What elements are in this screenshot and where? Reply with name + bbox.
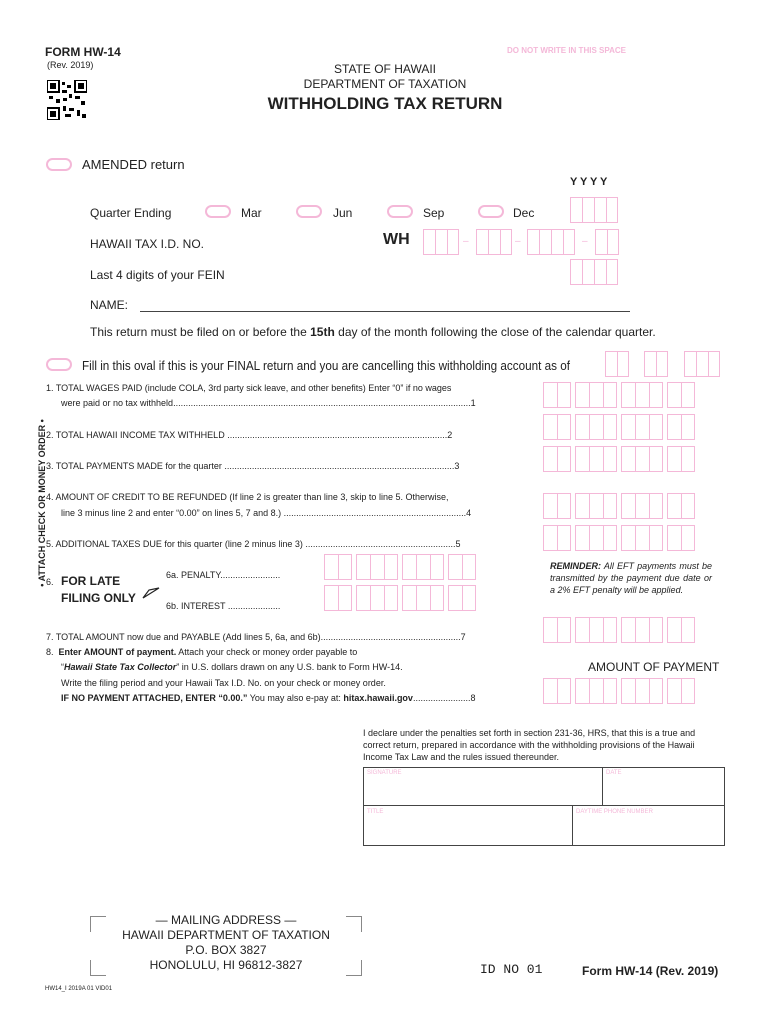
line-8-head: Enter AMOUNT of payment. <box>58 647 177 657</box>
due-notice-bold: 15th <box>310 325 335 339</box>
mailing-head: — MAILING ADDRESS — <box>155 913 297 927</box>
line-4a: 4. AMOUNT OF CREDIT TO BE REFUNDED (If line 2 is greater than line 3, skip to line 5. Otherwise, <box>46 492 449 502</box>
line-1a: 1. TOTAL WAGES PAID (include COLA, 3rd party sick leave, and other benefits) Enter “0” if no wages <box>46 383 452 393</box>
arrow-icon <box>141 580 161 605</box>
title-box[interactable] <box>363 805 573 846</box>
dash-3: – <box>582 236 588 247</box>
line-8c: Write the filing period and your Hawaii Tax I.D. No. on your check or money order. <box>61 678 386 688</box>
line-8-epay: You may also e-pay at: <box>247 693 344 703</box>
side-text: • ATTACH CHECK OR MONEY ORDER • <box>37 419 47 587</box>
final-return-label: Fill in this oval if this is your FINAL return and you are cancelling this withholding account as of <box>82 358 570 373</box>
due-notice-post: day of the month following the close of the calendar quarter. <box>334 325 656 339</box>
tax-id-input-3[interactable] <box>527 229 575 255</box>
late-filing-title-2: FILING ONLY <box>61 591 136 605</box>
line-2: 2. TOTAL HAWAII INCOME TAX WITHHELD ........................................................................................2 <box>46 430 453 440</box>
line-8-payee: Hawaii State Tax Collector <box>64 662 177 672</box>
signature-label: SIGNATURE <box>367 770 402 776</box>
line-6a: 6a. PENALTY........................ <box>166 570 281 580</box>
amended-oval[interactable] <box>46 158 72 171</box>
final-year-input[interactable] <box>684 351 720 377</box>
epay-link[interactable]: hitax.hawaii.gov <box>343 693 413 703</box>
due-notice-pre: This return must be filed on or before the <box>90 325 311 339</box>
line-1b: were paid or no tax withheld.......................................................................................................................1 <box>61 398 476 408</box>
mailing-line-2: P.O. BOX 3827 <box>185 943 267 957</box>
line-8a <box>46 647 357 657</box>
year-input[interactable] <box>570 197 618 223</box>
line-1-amount[interactable] <box>543 382 699 408</box>
line-8-number: 8. <box>46 647 54 657</box>
id-number: ID NO 01 <box>480 962 543 977</box>
title-label: TITLE <box>367 809 384 815</box>
quarter-oval-jun[interactable] <box>296 205 322 218</box>
line-6b-amount[interactable] <box>324 585 480 611</box>
line-8-amount[interactable] <box>543 678 699 704</box>
reminder-note <box>550 560 712 596</box>
form-code: HW14_I 2019A 01 VID01 <box>45 986 113 992</box>
line-8d <box>61 693 475 703</box>
yyyy-label: Y Y Y Y <box>570 176 608 188</box>
quarter-oval-mar[interactable] <box>205 205 231 218</box>
line-8b: “Hawaii State Tax Collector” in U.S. dollars drawn on any U.S. bank to Form HW-14. <box>61 662 403 672</box>
line-3-amount[interactable] <box>543 446 699 472</box>
phone-label: DAYTIME PHONE NUMBER <box>576 809 653 815</box>
department-name: DEPARTMENT OF TAXATION <box>303 77 467 91</box>
line-5: 5. ADDITIONAL TAXES DUE for this quarter (line 2 minus line 3) ............................................................5 <box>46 539 461 549</box>
reminder-head: REMINDER: <box>550 561 601 571</box>
line-6b: 6b. INTEREST ..................... <box>166 601 281 611</box>
line-3: 3. TOTAL PAYMENTS MADE for the quarter ............................................................................................3 <box>46 461 460 471</box>
tax-id-input-4[interactable] <box>595 229 619 255</box>
form-rev: (Rev. 2019) <box>47 60 94 70</box>
state-name: STATE OF HAWAII <box>334 62 436 76</box>
tax-id-label: HAWAII TAX I.D. NO. <box>90 237 205 251</box>
tax-id-prefix: WH <box>383 231 410 248</box>
dash-1: – <box>463 236 469 247</box>
mailing-line-3: HONOLULU, HI 96812-3827 <box>149 958 303 972</box>
form-id: FORM HW-14 <box>45 45 121 59</box>
quarter-ending-label: Quarter Ending <box>90 206 172 220</box>
line-4-amount[interactable] <box>543 493 699 519</box>
line-8-end: .......................8 <box>412 693 476 703</box>
quarter-sep-label: Sep <box>423 206 445 220</box>
line-8-rest: Attach your check or money order payable to <box>176 647 358 657</box>
dash-2: – <box>515 236 521 247</box>
reminder-body: All EFT payments must be transmitted by the payment due date or a 2% EFT penalty will be applied. <box>550 561 712 595</box>
line-6-number: 6. <box>46 577 54 587</box>
mailing-line-1: HAWAII DEPARTMENT OF TAXATION <box>122 928 330 942</box>
quarter-jun-label: Jun <box>333 206 353 220</box>
date-label: DATE <box>606 770 622 776</box>
page-title: WITHHOLDING TAX RETURN <box>267 94 503 113</box>
quarter-oval-sep[interactable] <box>387 205 413 218</box>
amended-label: AMENDED return <box>82 157 185 172</box>
amount-of-payment-label: AMOUNT OF PAYMENT <box>588 660 720 674</box>
line-6a-amount[interactable] <box>324 554 480 580</box>
fein-label: Last 4 digits of your FEIN <box>90 268 225 282</box>
line-7-amount[interactable] <box>543 617 699 643</box>
due-notice <box>90 325 656 339</box>
tax-id-input-2[interactable] <box>476 229 512 255</box>
quarter-oval-dec[interactable] <box>478 205 504 218</box>
line-2-amount[interactable] <box>543 414 699 440</box>
form-rev-footer: Form HW-14 (Rev. 2019) <box>582 964 719 978</box>
final-return-oval[interactable] <box>46 358 72 371</box>
line-7: 7. TOTAL AMOUNT now due and PAYABLE (Add lines 5, 6a, and 6b)........................................................7 <box>46 632 466 642</box>
fein-input[interactable] <box>570 259 618 285</box>
do-not-write-label: DO NOT WRITE IN THIS SPACE <box>507 46 626 55</box>
final-day-input[interactable] <box>644 351 668 377</box>
line-8-payee-rest: ” in U.S. dollars drawn on any U.S. bank to Form HW-14. <box>176 662 403 672</box>
quarter-mar-label: Mar <box>241 206 262 220</box>
name-input[interactable] <box>140 311 630 312</box>
late-filing-title-1: FOR LATE <box>61 574 121 588</box>
line-5-amount[interactable] <box>543 525 699 551</box>
declaration-text: I declare under the penalties set forth in section 231-36, HRS, that this is a true and correct return, prepared in accordance with the withholding provisions of the Hawaii Income Tax Law and the rules issued thereunder. <box>363 728 696 762</box>
name-label: NAME: <box>90 298 129 312</box>
final-month-input[interactable] <box>605 351 629 377</box>
tax-id-input-1[interactable] <box>423 229 459 255</box>
quarter-dec-label: Dec <box>513 206 535 220</box>
line-8-no-payment: IF NO PAYMENT ATTACHED, ENTER “0.00.” <box>61 693 248 703</box>
line-4b: line 3 minus line 2 and enter “0.00” on lines 5, 7 and 8.) .........................................................................4 <box>61 508 472 518</box>
